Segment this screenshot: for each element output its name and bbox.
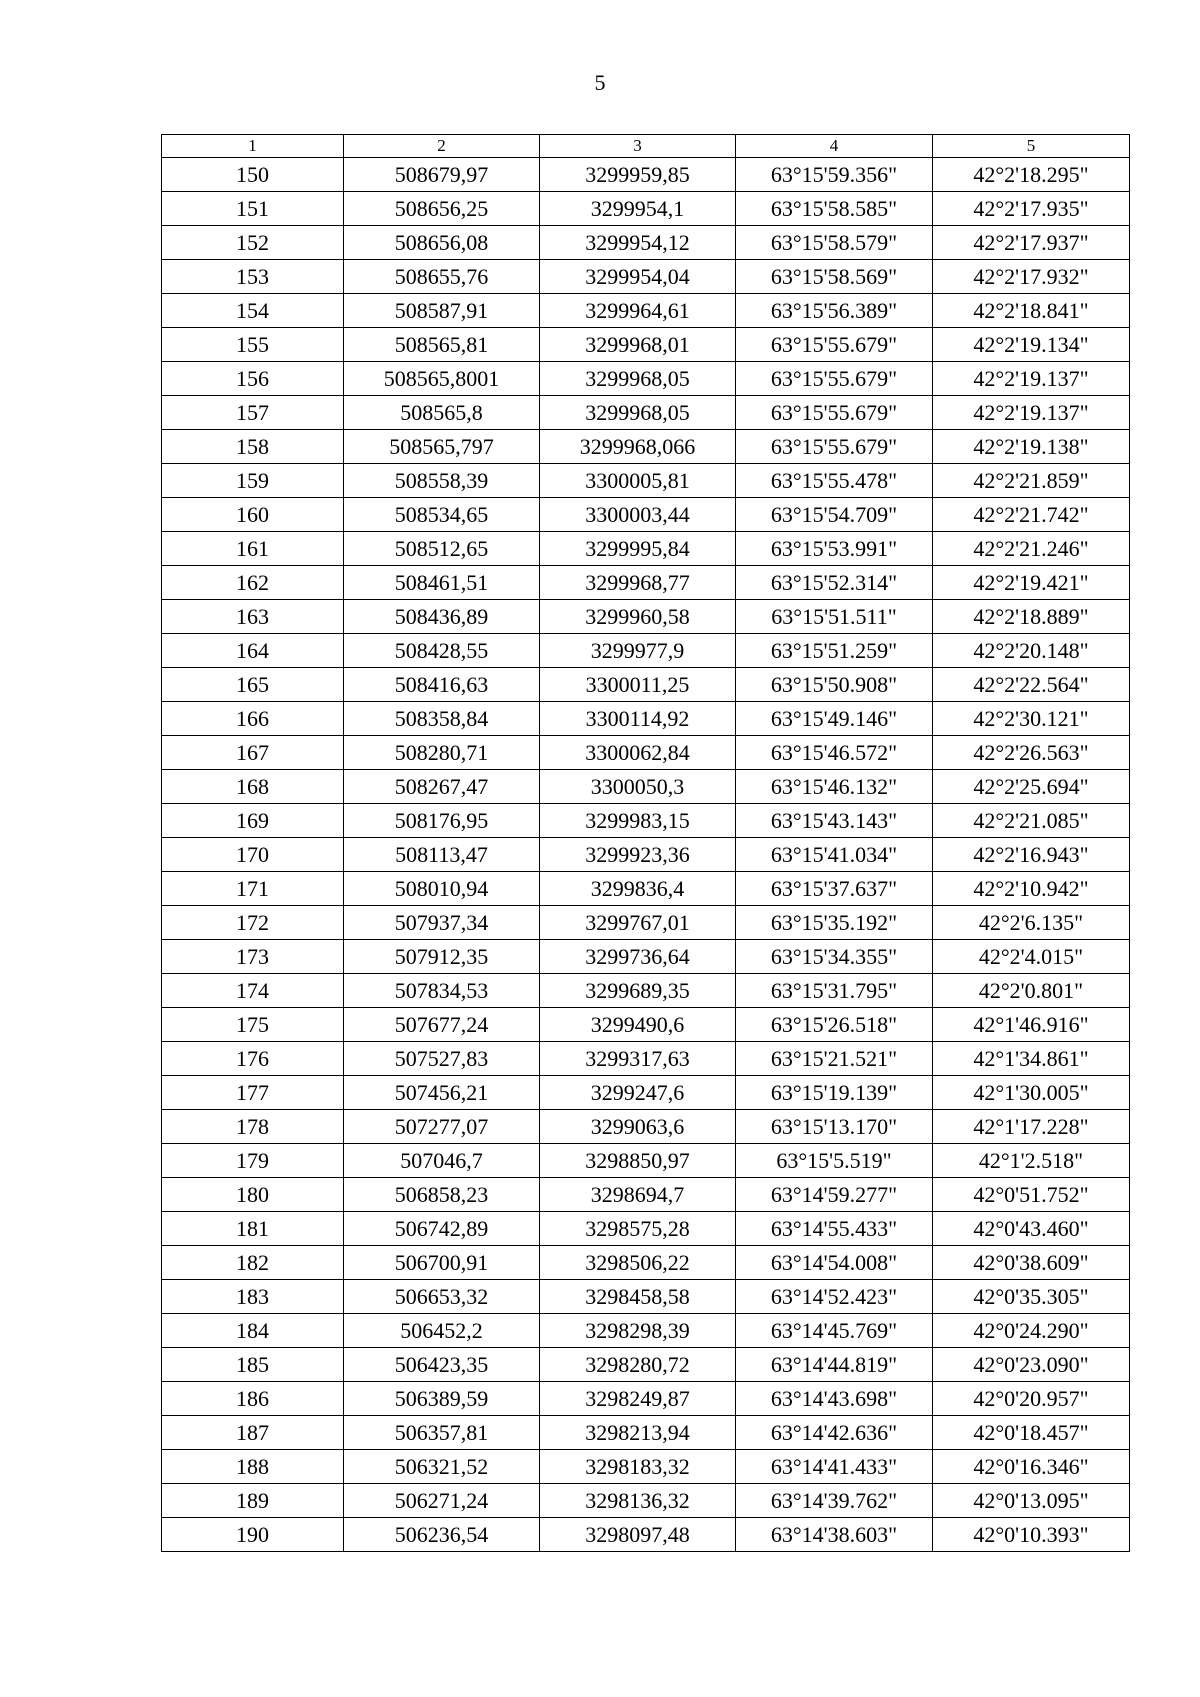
latitude-cell: 63°14'54.008" <box>736 1246 933 1280</box>
x-coordinate-cell: 507046,7 <box>344 1144 540 1178</box>
table-row <box>162 226 1130 260</box>
point-number-cell: 178 <box>162 1110 344 1144</box>
y-coordinate-cell: 3299977,9 <box>540 634 736 668</box>
table-row <box>162 804 1130 838</box>
y-coordinate-cell: 3300050,3 <box>540 770 736 804</box>
table-row <box>162 906 1130 940</box>
table-row <box>162 430 1130 464</box>
y-coordinate-cell: 3299968,05 <box>540 396 736 430</box>
longitude-cell: 42°1'34.861" <box>933 1042 1130 1076</box>
point-number-cell: 185 <box>162 1348 344 1382</box>
latitude-cell: 63°15'58.585" <box>736 192 933 226</box>
x-coordinate-cell: 508656,08 <box>344 226 540 260</box>
table-row <box>162 1246 1130 1280</box>
x-coordinate-cell: 507677,24 <box>344 1008 540 1042</box>
latitude-cell: 63°15'26.518" <box>736 1008 933 1042</box>
longitude-cell: 42°2'21.742" <box>933 498 1130 532</box>
column-header-3: 3 <box>540 135 736 158</box>
x-coordinate-cell: 506653,32 <box>344 1280 540 1314</box>
table-row <box>162 464 1130 498</box>
latitude-cell: 63°14'43.698" <box>736 1382 933 1416</box>
table-row <box>162 770 1130 804</box>
point-number-cell: 184 <box>162 1314 344 1348</box>
point-number-cell: 158 <box>162 430 344 464</box>
y-coordinate-cell: 3299490,6 <box>540 1008 736 1042</box>
table-row <box>162 1280 1130 1314</box>
longitude-cell: 42°2'22.564" <box>933 668 1130 702</box>
table-row <box>162 872 1130 906</box>
table-row <box>162 396 1130 430</box>
table-row <box>162 736 1130 770</box>
x-coordinate-cell: 508358,84 <box>344 702 540 736</box>
latitude-cell: 63°14'52.423" <box>736 1280 933 1314</box>
longitude-cell: 42°2'19.138" <box>933 430 1130 464</box>
point-number-cell: 190 <box>162 1518 344 1552</box>
longitude-cell: 42°2'10.942" <box>933 872 1130 906</box>
latitude-cell: 63°15'31.795" <box>736 974 933 1008</box>
table-row <box>162 634 1130 668</box>
latitude-cell: 63°15'21.521" <box>736 1042 933 1076</box>
y-coordinate-cell: 3298097,48 <box>540 1518 736 1552</box>
point-number-cell: 183 <box>162 1280 344 1314</box>
y-coordinate-cell: 3299063,6 <box>540 1110 736 1144</box>
longitude-cell: 42°0'23.090" <box>933 1348 1130 1382</box>
x-coordinate-cell: 508428,55 <box>344 634 540 668</box>
latitude-cell: 63°15'46.132" <box>736 770 933 804</box>
point-number-cell: 166 <box>162 702 344 736</box>
x-coordinate-cell: 508280,71 <box>344 736 540 770</box>
longitude-cell: 42°2'21.246" <box>933 532 1130 566</box>
x-coordinate-cell: 507527,83 <box>344 1042 540 1076</box>
point-number-cell: 161 <box>162 532 344 566</box>
table-row <box>162 1518 1130 1552</box>
table-row <box>162 702 1130 736</box>
latitude-cell: 63°14'42.636" <box>736 1416 933 1450</box>
x-coordinate-cell: 506357,81 <box>344 1416 540 1450</box>
y-coordinate-cell: 3299767,01 <box>540 906 736 940</box>
longitude-cell: 42°2'17.935" <box>933 192 1130 226</box>
y-coordinate-cell: 3299968,77 <box>540 566 736 600</box>
point-number-cell: 181 <box>162 1212 344 1246</box>
point-number-cell: 180 <box>162 1178 344 1212</box>
latitude-cell: 63°15'55.679" <box>736 328 933 362</box>
y-coordinate-cell: 3299247,6 <box>540 1076 736 1110</box>
longitude-cell: 42°0'16.346" <box>933 1450 1130 1484</box>
point-number-cell: 174 <box>162 974 344 1008</box>
table-row <box>162 328 1130 362</box>
y-coordinate-cell: 3299960,58 <box>540 600 736 634</box>
column-header-4: 4 <box>736 135 933 158</box>
point-number-cell: 170 <box>162 838 344 872</box>
longitude-cell: 42°2'18.889" <box>933 600 1130 634</box>
x-coordinate-cell: 506742,89 <box>344 1212 540 1246</box>
longitude-cell: 42°2'21.085" <box>933 804 1130 838</box>
longitude-cell: 42°2'25.694" <box>933 770 1130 804</box>
x-coordinate-cell: 508565,797 <box>344 430 540 464</box>
point-number-cell: 153 <box>162 260 344 294</box>
table-row <box>162 1076 1130 1110</box>
latitude-cell: 63°15'35.192" <box>736 906 933 940</box>
longitude-cell: 42°1'17.228" <box>933 1110 1130 1144</box>
latitude-cell: 63°14'59.277" <box>736 1178 933 1212</box>
longitude-cell: 42°2'0.801" <box>933 974 1130 1008</box>
y-coordinate-cell: 3299959,85 <box>540 158 736 192</box>
column-header-5: 5 <box>933 135 1130 158</box>
table-row <box>162 1450 1130 1484</box>
table-row <box>162 1144 1130 1178</box>
longitude-cell: 42°0'51.752" <box>933 1178 1130 1212</box>
point-number-cell: 171 <box>162 872 344 906</box>
y-coordinate-cell: 3299995,84 <box>540 532 736 566</box>
latitude-cell: 63°15'55.679" <box>736 430 933 464</box>
point-number-cell: 188 <box>162 1450 344 1484</box>
y-coordinate-cell: 3299836,4 <box>540 872 736 906</box>
y-coordinate-cell: 3299983,15 <box>540 804 736 838</box>
table-row <box>162 1314 1130 1348</box>
latitude-cell: 63°15'53.991" <box>736 532 933 566</box>
y-coordinate-cell: 3299736,64 <box>540 940 736 974</box>
longitude-cell: 42°2'21.859" <box>933 464 1130 498</box>
y-coordinate-cell: 3299968,01 <box>540 328 736 362</box>
table-row <box>162 1416 1130 1450</box>
x-coordinate-cell: 506236,54 <box>344 1518 540 1552</box>
x-coordinate-cell: 508176,95 <box>344 804 540 838</box>
point-number-cell: 162 <box>162 566 344 600</box>
x-coordinate-cell: 508267,47 <box>344 770 540 804</box>
coordinates-table <box>161 134 1130 1552</box>
x-coordinate-cell: 508113,47 <box>344 838 540 872</box>
table-row <box>162 566 1130 600</box>
x-coordinate-cell: 506271,24 <box>344 1484 540 1518</box>
table-row <box>162 940 1130 974</box>
x-coordinate-cell: 508436,89 <box>344 600 540 634</box>
x-coordinate-cell: 508565,8 <box>344 396 540 430</box>
x-coordinate-cell: 508679,97 <box>344 158 540 192</box>
longitude-cell: 42°0'10.393" <box>933 1518 1130 1552</box>
y-coordinate-cell: 3300011,25 <box>540 668 736 702</box>
x-coordinate-cell: 508416,63 <box>344 668 540 702</box>
point-number-cell: 168 <box>162 770 344 804</box>
longitude-cell: 42°2'20.148" <box>933 634 1130 668</box>
x-coordinate-cell: 508565,8001 <box>344 362 540 396</box>
y-coordinate-cell: 3299968,05 <box>540 362 736 396</box>
x-coordinate-cell: 507912,35 <box>344 940 540 974</box>
latitude-cell: 63°15'41.034" <box>736 838 933 872</box>
latitude-cell: 63°15'59.356" <box>736 158 933 192</box>
point-number-cell: 152 <box>162 226 344 260</box>
y-coordinate-cell: 3298136,32 <box>540 1484 736 1518</box>
point-number-cell: 189 <box>162 1484 344 1518</box>
point-number-cell: 172 <box>162 906 344 940</box>
table-row <box>162 1178 1130 1212</box>
longitude-cell: 42°2'26.563" <box>933 736 1130 770</box>
x-coordinate-cell: 508656,25 <box>344 192 540 226</box>
longitude-cell: 42°1'30.005" <box>933 1076 1130 1110</box>
point-number-cell: 156 <box>162 362 344 396</box>
table-row <box>162 974 1130 1008</box>
table-row <box>162 1042 1130 1076</box>
table-row <box>162 838 1130 872</box>
y-coordinate-cell: 3298458,58 <box>540 1280 736 1314</box>
point-number-cell: 177 <box>162 1076 344 1110</box>
x-coordinate-cell: 508461,51 <box>344 566 540 600</box>
latitude-cell: 63°15'55.478" <box>736 464 933 498</box>
point-number-cell: 150 <box>162 158 344 192</box>
table-row <box>162 158 1130 192</box>
x-coordinate-cell: 507834,53 <box>344 974 540 1008</box>
y-coordinate-cell: 3299964,61 <box>540 294 736 328</box>
table-row <box>162 600 1130 634</box>
x-coordinate-cell: 508534,65 <box>344 498 540 532</box>
y-coordinate-cell: 3298694,7 <box>540 1178 736 1212</box>
table-row <box>162 668 1130 702</box>
x-coordinate-cell: 506389,59 <box>344 1382 540 1416</box>
latitude-cell: 63°15'19.139" <box>736 1076 933 1110</box>
latitude-cell: 63°15'55.679" <box>736 396 933 430</box>
y-coordinate-cell: 3299317,63 <box>540 1042 736 1076</box>
longitude-cell: 42°1'46.916" <box>933 1008 1130 1042</box>
y-coordinate-cell: 3298280,72 <box>540 1348 736 1382</box>
point-number-cell: 186 <box>162 1382 344 1416</box>
x-coordinate-cell: 507456,21 <box>344 1076 540 1110</box>
table-body <box>162 158 1130 1552</box>
longitude-cell: 42°0'20.957" <box>933 1382 1130 1416</box>
latitude-cell: 63°15'56.389" <box>736 294 933 328</box>
table-row <box>162 362 1130 396</box>
latitude-cell: 63°15'13.170" <box>736 1110 933 1144</box>
table-row <box>162 294 1130 328</box>
y-coordinate-cell: 3300114,92 <box>540 702 736 736</box>
table-row <box>162 1348 1130 1382</box>
latitude-cell: 63°15'54.709" <box>736 498 933 532</box>
longitude-cell: 42°2'17.937" <box>933 226 1130 260</box>
x-coordinate-cell: 508010,94 <box>344 872 540 906</box>
longitude-cell: 42°2'19.421" <box>933 566 1130 600</box>
y-coordinate-cell: 3299954,04 <box>540 260 736 294</box>
longitude-cell: 42°0'38.609" <box>933 1246 1130 1280</box>
longitude-cell: 42°0'24.290" <box>933 1314 1130 1348</box>
longitude-cell: 42°2'17.932" <box>933 260 1130 294</box>
latitude-cell: 63°14'44.819" <box>736 1348 933 1382</box>
latitude-cell: 63°14'41.433" <box>736 1450 933 1484</box>
x-coordinate-cell: 508558,39 <box>344 464 540 498</box>
x-coordinate-cell: 506452,2 <box>344 1314 540 1348</box>
y-coordinate-cell: 3298249,87 <box>540 1382 736 1416</box>
longitude-cell: 42°0'43.460" <box>933 1212 1130 1246</box>
x-coordinate-cell: 506321,52 <box>344 1450 540 1484</box>
latitude-cell: 63°15'55.679" <box>736 362 933 396</box>
longitude-cell: 42°2'18.841" <box>933 294 1130 328</box>
y-coordinate-cell: 3300005,81 <box>540 464 736 498</box>
latitude-cell: 63°15'5.519" <box>736 1144 933 1178</box>
y-coordinate-cell: 3298183,32 <box>540 1450 736 1484</box>
page-number: 5 <box>594 70 606 95</box>
x-coordinate-cell: 506858,23 <box>344 1178 540 1212</box>
table-row <box>162 260 1130 294</box>
latitude-cell: 63°14'39.762" <box>736 1484 933 1518</box>
latitude-cell: 63°15'51.259" <box>736 634 933 668</box>
x-coordinate-cell: 507277,07 <box>344 1110 540 1144</box>
latitude-cell: 63°14'55.433" <box>736 1212 933 1246</box>
point-number-cell: 173 <box>162 940 344 974</box>
x-coordinate-cell: 508565,81 <box>344 328 540 362</box>
column-header-2: 2 <box>344 135 540 158</box>
table-row <box>162 1110 1130 1144</box>
x-coordinate-cell: 506700,91 <box>344 1246 540 1280</box>
y-coordinate-cell: 3299954,1 <box>540 192 736 226</box>
longitude-cell: 42°0'35.305" <box>933 1280 1130 1314</box>
x-coordinate-cell: 506423,35 <box>344 1348 540 1382</box>
latitude-cell: 63°15'49.146" <box>736 702 933 736</box>
table-row <box>162 192 1130 226</box>
x-coordinate-cell: 508587,91 <box>344 294 540 328</box>
longitude-cell: 42°2'4.015" <box>933 940 1130 974</box>
y-coordinate-cell: 3298506,22 <box>540 1246 736 1280</box>
longitude-cell: 42°2'19.137" <box>933 396 1130 430</box>
point-number-cell: 167 <box>162 736 344 770</box>
y-coordinate-cell: 3298850,97 <box>540 1144 736 1178</box>
point-number-cell: 154 <box>162 294 344 328</box>
longitude-cell: 42°2'16.943" <box>933 838 1130 872</box>
longitude-cell: 42°2'18.295" <box>933 158 1130 192</box>
latitude-cell: 63°15'46.572" <box>736 736 933 770</box>
point-number-cell: 159 <box>162 464 344 498</box>
longitude-cell: 42°0'13.095" <box>933 1484 1130 1518</box>
y-coordinate-cell: 3299923,36 <box>540 838 736 872</box>
x-coordinate-cell: 508655,76 <box>344 260 540 294</box>
table-header <box>162 135 1130 158</box>
longitude-cell: 42°0'18.457" <box>933 1416 1130 1450</box>
longitude-cell: 42°2'19.134" <box>933 328 1130 362</box>
latitude-cell: 63°15'58.579" <box>736 226 933 260</box>
x-coordinate-cell: 507937,34 <box>344 906 540 940</box>
latitude-cell: 63°15'52.314" <box>736 566 933 600</box>
y-coordinate-cell: 3300062,84 <box>540 736 736 770</box>
point-number-cell: 163 <box>162 600 344 634</box>
point-number-cell: 182 <box>162 1246 344 1280</box>
latitude-cell: 63°15'37.637" <box>736 872 933 906</box>
point-number-cell: 157 <box>162 396 344 430</box>
point-number-cell: 169 <box>162 804 344 838</box>
table-row <box>162 1008 1130 1042</box>
column-header-1: 1 <box>162 135 344 158</box>
point-number-cell: 164 <box>162 634 344 668</box>
latitude-cell: 63°14'45.769" <box>736 1314 933 1348</box>
point-number-cell: 179 <box>162 1144 344 1178</box>
longitude-cell: 42°2'19.137" <box>933 362 1130 396</box>
table-row <box>162 532 1130 566</box>
point-number-cell: 187 <box>162 1416 344 1450</box>
latitude-cell: 63°15'58.569" <box>736 260 933 294</box>
latitude-cell: 63°14'38.603" <box>736 1518 933 1552</box>
header-row <box>162 135 1130 158</box>
y-coordinate-cell: 3298575,28 <box>540 1212 736 1246</box>
latitude-cell: 63°15'51.511" <box>736 600 933 634</box>
y-coordinate-cell: 3298298,39 <box>540 1314 736 1348</box>
table-row <box>162 498 1130 532</box>
point-number-cell: 151 <box>162 192 344 226</box>
y-coordinate-cell: 3299689,35 <box>540 974 736 1008</box>
longitude-cell: 42°2'6.135" <box>933 906 1130 940</box>
table-row <box>162 1382 1130 1416</box>
y-coordinate-cell: 3299968,066 <box>540 430 736 464</box>
longitude-cell: 42°2'30.121" <box>933 702 1130 736</box>
latitude-cell: 63°15'43.143" <box>736 804 933 838</box>
y-coordinate-cell: 3298213,94 <box>540 1416 736 1450</box>
point-number-cell: 155 <box>162 328 344 362</box>
point-number-cell: 165 <box>162 668 344 702</box>
longitude-cell: 42°1'2.518" <box>933 1144 1130 1178</box>
point-number-cell: 160 <box>162 498 344 532</box>
table-row <box>162 1212 1130 1246</box>
y-coordinate-cell: 3299954,12 <box>540 226 736 260</box>
table-row <box>162 1484 1130 1518</box>
point-number-cell: 176 <box>162 1042 344 1076</box>
x-coordinate-cell: 508512,65 <box>344 532 540 566</box>
y-coordinate-cell: 3300003,44 <box>540 498 736 532</box>
latitude-cell: 63°15'50.908" <box>736 668 933 702</box>
point-number-cell: 175 <box>162 1008 344 1042</box>
latitude-cell: 63°15'34.355" <box>736 940 933 974</box>
